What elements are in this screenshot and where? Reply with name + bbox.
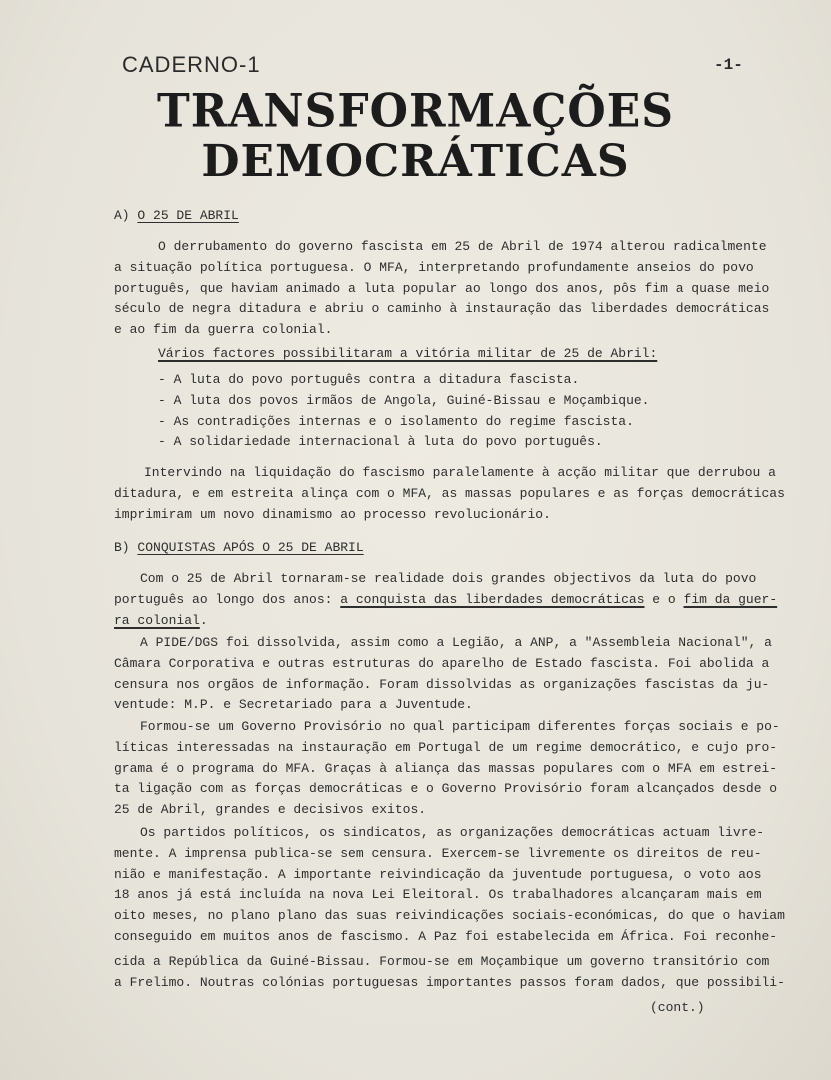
text-line: 18 anos já está incluída na nova Lei Eleitoral. Os trabalhadores alcançaram mais em xyxy=(114,887,762,903)
continued-note: (cont.) xyxy=(650,1000,705,1015)
text-line: e ao fim da guerra colonial. xyxy=(114,322,333,338)
section-a-heading xyxy=(114,206,734,227)
list-item: - As contradições internas e o isolamento do regime fascista. xyxy=(158,413,634,429)
title-line-2: DEMOCRÁTICAS xyxy=(201,136,630,187)
factors-list xyxy=(114,370,734,453)
section-b-paragraph-4 xyxy=(114,823,785,993)
caderno-label: CADERNO-1 xyxy=(122,52,261,77)
text-line: O derrubamento do governo fascista em 25 de Abril de 1974 alterou radicalmente xyxy=(158,239,767,254)
page-number: -1- xyxy=(714,56,743,74)
text-line: mente. A imprensa publica-se sem censura. Exercem-se livremente os direitos de reu- xyxy=(114,845,762,861)
text-line xyxy=(114,611,734,632)
text-line: Com o 25 de Abril tornaram-se realidade dois grandes objectivos da luta do povo xyxy=(140,571,757,586)
section-a-label: A) xyxy=(114,208,130,223)
text-line: ventude: M.P. e Secretariado para a Juventude. xyxy=(114,697,473,713)
text-line: nião e manifestação. A importante reivindicação da juventude portuguesa, o voto aos xyxy=(114,866,762,882)
colonial-war-highlight: fim da guer- xyxy=(683,591,778,607)
text-line xyxy=(114,590,778,611)
section-a-paragraph-1 xyxy=(114,237,770,341)
liberties-highlight: a conquista das liberdades democráticas xyxy=(340,591,645,607)
text-line: cida a República da Guiné-Bissau. Formou-se em Moçambique um governo transitório com xyxy=(114,953,770,969)
section-b-paragraph-3 xyxy=(114,717,780,821)
text-line: líticas interessadas na instauração em Portugal de um regime democrático, e cujo pro- xyxy=(114,739,778,755)
list-item: - A luta do povo português contra a ditadura fascista. xyxy=(158,372,580,387)
section-b-title: CONQUISTAS APÓS O 25 DE ABRIL xyxy=(137,540,364,555)
text-line: a situação política portuguesa. O MFA, interpretando profundamente anseios do povo xyxy=(114,259,754,275)
section-b-paragraph-1 xyxy=(114,569,778,631)
list-item: - A solidariedade internacional à luta do povo português. xyxy=(158,434,603,450)
text-line: ditadura, e em estreita alinça com o MFA, as massas populares e as forças democráticas xyxy=(114,485,785,501)
text-line: Intervindo na liquidação do fascismo paralelamente à acção militar que derrubou a xyxy=(144,465,776,480)
text-line: A PIDE/DGS foi dissolvida, assim como a Legião, a ANP, a "Assembleia Nacional", a xyxy=(140,635,772,650)
factors-heading: Vários factores possibilitaram a vitória militar de 25 de Abril: xyxy=(158,346,658,361)
text-line: século de negra ditadura e abriu o caminho à instauração das liberdades democráticas xyxy=(114,301,770,317)
text-line: imprimiram um novo dinamismo ao processo revolucionário. xyxy=(114,506,551,522)
text-line: Os partidos políticos, os sindicatos, as organizações democráticas actuam livre- xyxy=(140,825,765,840)
text-line: português, que haviam animado a luta popular ao longo dos anos, pôs fim a quase meio xyxy=(114,280,770,296)
text-line: a Frelimo. Noutras colónias portuguesas importantes passos foram dados, que possibili- xyxy=(114,974,785,990)
section-b-paragraph-2 xyxy=(114,633,772,716)
text-line: oito meses, no plano plano das suas reivindicações sociais-económicas, do que o haviam xyxy=(114,908,785,924)
text-line: 25 de Abril, grandes e decisivos exitos. xyxy=(114,802,427,818)
title-line-1: TRANSFORMAÇÕES xyxy=(156,84,675,139)
text-span: português ao longo dos anos: xyxy=(114,591,341,607)
text-line: grama é o programa do MFA. Graças à aliança das massas populares com o MFA em estrei- xyxy=(114,760,778,776)
text-span: e o xyxy=(644,591,684,607)
text-line: ta ligação com as forças democráticas e o Governo Provisório foram alcançados desde o xyxy=(114,781,778,797)
list-item: - A luta dos povos irmãos de Angola, Guiné-Bissau e Moçambique. xyxy=(158,392,650,408)
colonial-war-highlight-cont: ra colonial xyxy=(114,612,200,628)
factors-heading-block xyxy=(114,344,734,365)
text-line: Câmara Corporativa e outras estruturas do aparelho de Estado fascista. Foi abolida a xyxy=(114,655,770,671)
text-line: conseguido em muitos anos de fascismo. A Paz foi estabelecida em África. Foi reconhe- xyxy=(114,928,778,944)
section-a-paragraph-2 xyxy=(114,463,785,525)
text-line: Formou-se um Governo Provisório no qual participam diferentes forças sociais e po- xyxy=(140,719,780,734)
section-b-heading xyxy=(114,538,734,559)
section-a-title: O 25 DE ABRIL xyxy=(137,208,239,223)
section-b-label: B) xyxy=(114,540,130,555)
text-span: . xyxy=(199,612,208,628)
text-line: censura nos orgãos de informação. Foram dissolvidas as organizações fascistas da ju- xyxy=(114,676,770,692)
